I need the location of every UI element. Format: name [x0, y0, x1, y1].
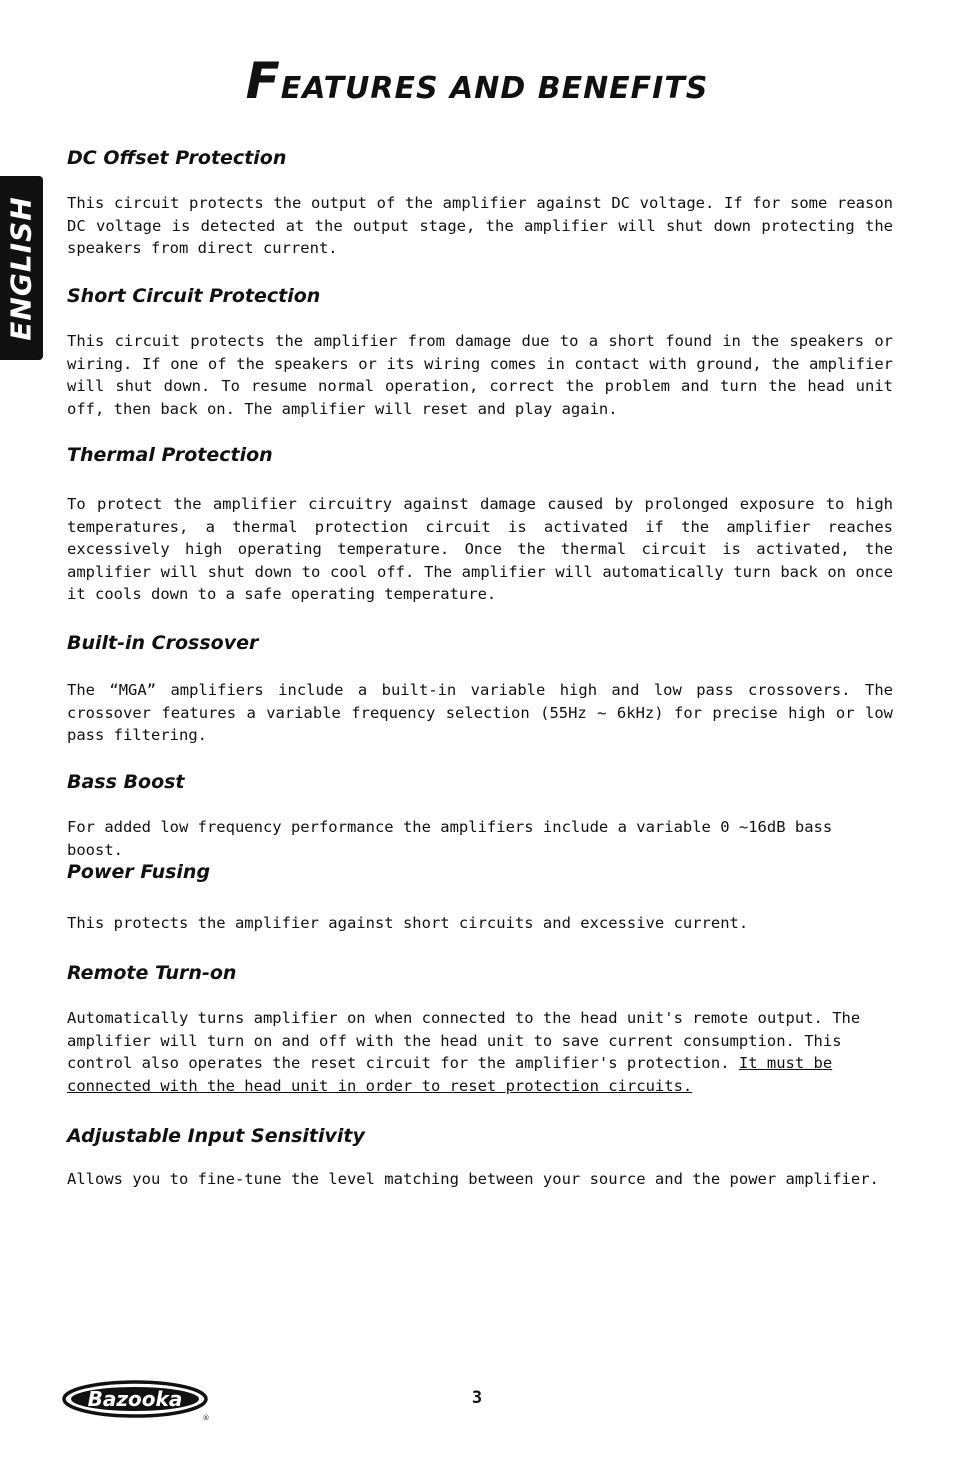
section-short-circuit: [67, 284, 893, 420]
section-input-sensitivity: [67, 1124, 893, 1191]
section-bass-boost: [67, 770, 893, 861]
section-heading: Remote Turn-on: [67, 962, 237, 984]
page-number: 3: [471, 1388, 483, 1408]
section-heading: Short Circuit Protection: [67, 285, 321, 307]
section-body: This circuit protects the amplifier from damage due to a short found in the speakers or wiring. If one of the speakers or its wiring comes in contact with ground, the amplifier will shut down. To resume normal operation, correct the problem and turn the head unit off, then back on. The amplifier will reset and play again.: [67, 332, 893, 418]
section-heading: DC Offset Protection: [67, 147, 287, 169]
section-body: This circuit protects the output of the amplifier against DC voltage. If for some reason DC voltage is detected at the output stage, the amplifier will shut down protecting the speakers from direct current.: [67, 194, 893, 257]
bazooka-logo-icon: [62, 1380, 214, 1422]
title-text: EATURES AND BENEFITS: [280, 71, 709, 106]
title-initial: F: [245, 52, 281, 110]
section-body: This protects the amplifier against short circuits and excessive current.: [67, 914, 749, 932]
bazooka-logo: [62, 1380, 214, 1422]
language-tab-label: ENGLISH: [5, 195, 38, 341]
section-body: For added low frequency performance the amplifiers include a variable 0 ~16dB bass boost.: [67, 818, 833, 859]
section-body: [67, 1007, 893, 1097]
section-thermal: [67, 443, 893, 606]
section-heading: Adjustable Input Sensitivity: [67, 1125, 365, 1147]
section-heading: Thermal Protection: [67, 444, 273, 466]
language-tab: [0, 176, 43, 360]
section-body-underlined: It must be connected with the head unit in order to reset protection circuits.: [67, 1054, 833, 1095]
logo-wordmark: Bazooka: [87, 1387, 183, 1411]
section-body: To protect the amplifier circuitry against damage caused by prolonged exposure to high temperatures, a thermal protection circuit is activated if the amplifier reaches excessively high operating temperature. Once the thermal circuit is activated, the amplifier will shut down to cool off. The amplifier will automatically turn back on once it cools down to a safe operating temperature.: [67, 495, 893, 603]
section-heading: Power Fusing: [67, 861, 211, 883]
section-power-fusing: [67, 860, 893, 935]
section-heading: Bass Boost: [67, 771, 185, 793]
section-heading: Built-in Crossover: [67, 632, 259, 654]
page-title: [0, 52, 954, 110]
section-body-text: Automatically turns amplifier on when connected to the head unit's remote output. The amplifier will turn on and off with the head unit to save current consumption. This control also operates the reset circuit for the amplifier's protection.: [67, 1009, 861, 1072]
registered-mark: ®: [202, 1414, 210, 1422]
section-crossover: [67, 631, 893, 747]
section-body: Allows you to fine-tune the level matching between your source and the power amplifier.: [67, 1170, 879, 1188]
section-remote-turn-on: [67, 961, 893, 1097]
section-body: The “MGA” amplifiers include a built-in variable high and low pass crossovers. The crossover features a variable frequency selection (55Hz ~ 6kHz) for precise high or low pass filtering.: [67, 681, 893, 744]
section-dc-offset: [67, 146, 893, 260]
